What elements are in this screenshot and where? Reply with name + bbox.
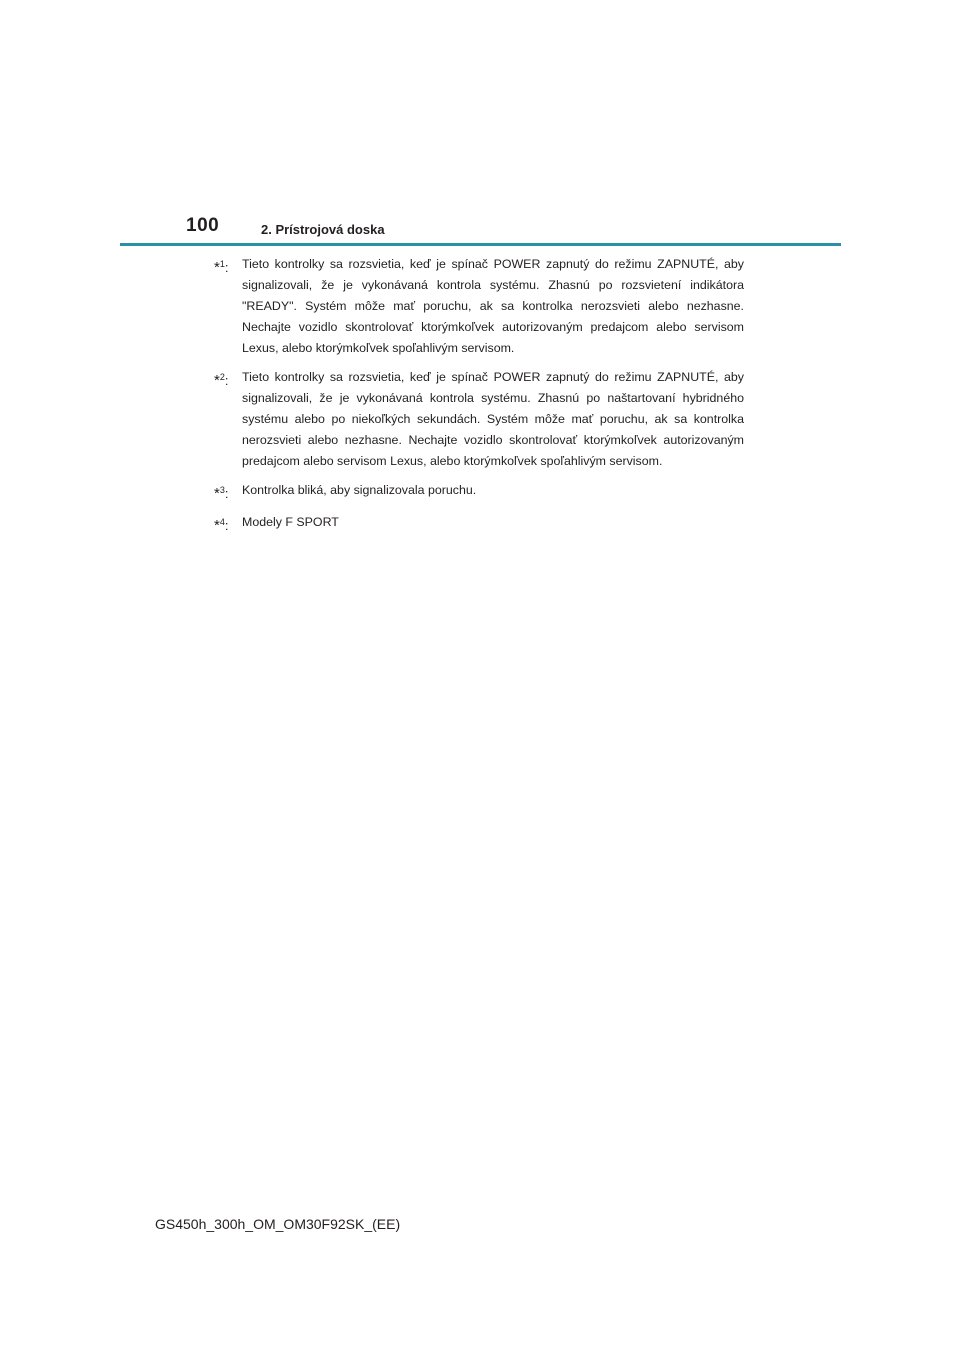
document-code: GS450h_300h_OM_OM30F92SK_(EE)	[155, 1216, 401, 1232]
footnote-item	[214, 480, 744, 504]
section-title: 2. Prístrojová doska	[261, 222, 385, 237]
footnote-text: Kontrolka bliká, aby signalizovala poruchu.	[242, 483, 477, 497]
footnote-item	[214, 512, 744, 536]
footnote-item	[214, 367, 744, 472]
footnote-marker: *$^3$:	[214, 485, 229, 502]
footnote-marker: *$^4$:	[214, 517, 229, 534]
page-number: 100	[186, 215, 220, 236]
header-divider	[120, 243, 841, 246]
footnote-list	[214, 254, 744, 544]
footnote-item	[214, 254, 744, 359]
footnote-text: Modely F SPORT	[242, 515, 339, 529]
footnote-text: Tieto kontrolky sa rozsvietia, keď je spínač POWER zapnutý do režimu ZAPNUTÉ, aby signalizovali, že je vykonávaná kontrola systému. Zhasnú po rozsvietení indikátora "READY". Systém môže mať poruchu, ak sa kontrolka nerozsvieti alebo nezhasne. Nechajte vozidlo skontrolovať ktorýmkoľvek autorizovaným predajcom alebo servisom Lexus, alebo ktorýmkoľvek spoľahlivým servisom.	[242, 257, 744, 355]
footnote-text: Tieto kontrolky sa rozsvietia, keď je spínač POWER zapnutý do režimu ZAPNUTÉ, aby signalizovali, že je vykonávaná kontrola systému. Zhasnú po naštartovaní hybridného systému alebo po niekoľkých sekundách. Systém môže mať poruchu, ak sa kontrolka nerozsvieti alebo nezhasne. Nechajte vozidlo skontrolovať ktorýmkoľvek autorizovaným predajcom alebo servisom Lexus, alebo ktorýmkoľvek spoľahlivým servisom.	[242, 370, 744, 468]
footnote-marker: *$^2$:	[214, 372, 229, 389]
footnote-marker: *$^1$:	[214, 259, 229, 276]
page-header	[0, 0, 960, 250]
